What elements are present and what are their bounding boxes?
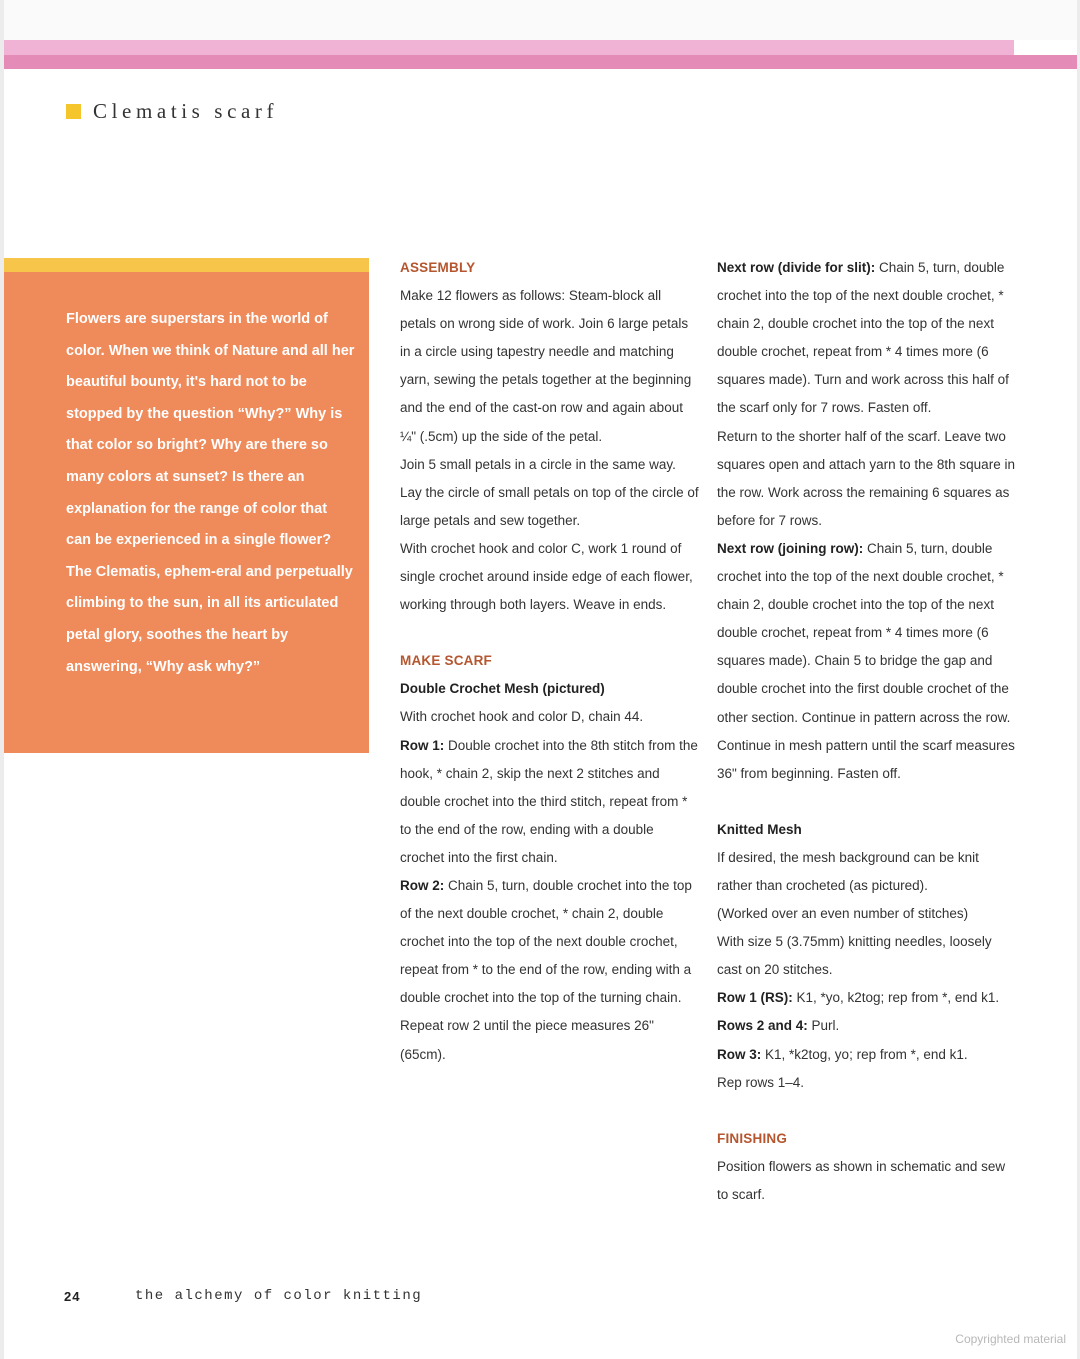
row-text: K1, *yo, k2tog; rep from *, end k1. <box>792 990 1000 1006</box>
page-title: Clematis scarf <box>93 99 279 123</box>
knit-paragraph: Rep rows 1–4. <box>717 1074 805 1090</box>
finishing-heading: FINISHING <box>717 1130 788 1146</box>
row-label: Next row (joining row): <box>717 540 864 556</box>
assembly-paragraph: Make 12 flowers as follows: Steam-block all petals on wrong side of work. Join 6 large petals in a circle using tapestry needle and matching yarn, sewing the petals together at the beginning and the end of the cast-on row and again about ¼" (.5cm) up the side of the petal. <box>400 288 692 444</box>
make-scarf-heading: MAKE SCARF <box>400 653 492 669</box>
row-label: Row 1: <box>400 737 445 753</box>
row-text: Chain 5, turn, double crochet into the top of the next double crochet, * chain 2, double crochet into the top of the next double crochet, repeat from * 4 times more (6 squares made). Chain 5 to bridge the gap and double crochet into the first double crochet of the other section. Continue in pattern across the row. <box>717 540 1011 725</box>
middle-column <box>400 254 700 1069</box>
sidebar-text: Flowers are superstars in the world of color. When we think of Nature and all her beautiful bounty, it's hard not to be stopped by the question “Why?” Why is that color so bright? Why are there so many colors at sunset? Is there an explanation for the range of color that can be experienced in a single flower? The Clematis, ephem-eral and perpetually climbing to the sun, in all its articulated petal glory, soothes the heart by answering, “Why ask why?” <box>66 311 355 675</box>
title-bullet-icon <box>66 104 81 119</box>
page-top-margin <box>0 0 1080 40</box>
sidebar-accent-strip <box>4 258 369 272</box>
scarf-paragraph: Repeat row 2 until the piece measures 26" (65cm). <box>400 1018 654 1062</box>
row-label: Rows 2 and 4: <box>717 1018 808 1034</box>
knit-paragraph: If desired, the mesh background can be knit rather than crocheted (as pictured). <box>717 849 979 893</box>
double-crochet-subheading: Double Crochet Mesh (pictured) <box>400 681 605 697</box>
row-instruction <box>717 535 1017 732</box>
row-text: Chain 5, turn, double crochet into the top of the next double crochet, * chain 2, double crochet into the top of the next double crochet, repeat from * to the end of the row, ending with a double crochet into the top of the turning chain. <box>400 877 692 1006</box>
row-text: Double crochet into the 8th stitch from the hook, * chain 2, skip the next 2 stitches and double crochet into the third stitch, repeat from * to the end of the row, ending with a double crochet into the first chain. <box>400 737 698 865</box>
assembly-paragraph: Join 5 small petals in a circle in the same way. <box>400 456 676 472</box>
row-instruction <box>400 732 700 872</box>
row-label: Next row (divide for slit): <box>717 260 876 275</box>
right-column <box>717 254 1017 1209</box>
finishing-paragraph: Position flowers as shown in schematic and sew to scarf. <box>717 1158 1006 1202</box>
row-instruction <box>717 254 1017 423</box>
header-stripe-dark <box>4 55 1077 69</box>
scarf-paragraph: Return to the shorter half of the scarf. Leave two squares open and attach yarn to the 8th square in the row. Work across the remaining 6 squares as before for 7 rows. <box>717 428 1015 528</box>
row-instruction <box>717 1041 1017 1069</box>
assembly-heading: ASSEMBLY <box>400 260 476 275</box>
copyright-notice: Copyrighted material <box>955 1332 1066 1346</box>
row-instruction <box>717 984 1017 1012</box>
row-text: Purl. <box>807 1018 840 1034</box>
knit-paragraph: With size 5 (3.75mm) knitting needles, loosely cast on 20 stitches. <box>717 934 992 978</box>
assembly-paragraph: Lay the circle of small petals on top of the circle of large petals and sew together. <box>400 484 699 528</box>
header-stripe-light <box>4 40 1014 55</box>
row-instruction <box>717 1012 1017 1040</box>
page-number: 24 <box>64 1289 81 1304</box>
row-text: K1, *k2tog, yo; rep from *, end k1. <box>761 1046 968 1062</box>
row-label: Row 2: <box>400 877 445 893</box>
row-label: Row 1 (RS): <box>717 990 793 1006</box>
row-label: Row 3: <box>717 1046 762 1062</box>
scarf-paragraph: Continue in mesh pattern until the scarf measures 36" from beginning. Fasten off. <box>717 737 1015 781</box>
assembly-paragraph: With crochet hook and color C, work 1 round of single crochet around inside edge of each flower, working through both layers. Weave in ends. <box>400 540 693 613</box>
row-instruction <box>400 872 700 1012</box>
scarf-paragraph: With crochet hook and color D, chain 44. <box>400 709 644 725</box>
book-title: the alchemy of color knitting <box>135 1288 423 1304</box>
knitted-mesh-heading: Knitted Mesh <box>717 821 802 837</box>
knit-paragraph: (Worked over an even number of stitches) <box>717 906 969 922</box>
row-text: Chain 5, turn, double crochet into the top of the next double crochet, * chain 2, double crochet into the top of the next double crochet, repeat from * 4 times more (6 squares made). Turn and work across this half of the scarf only for 7 rows. Fasten off. <box>717 260 1009 416</box>
